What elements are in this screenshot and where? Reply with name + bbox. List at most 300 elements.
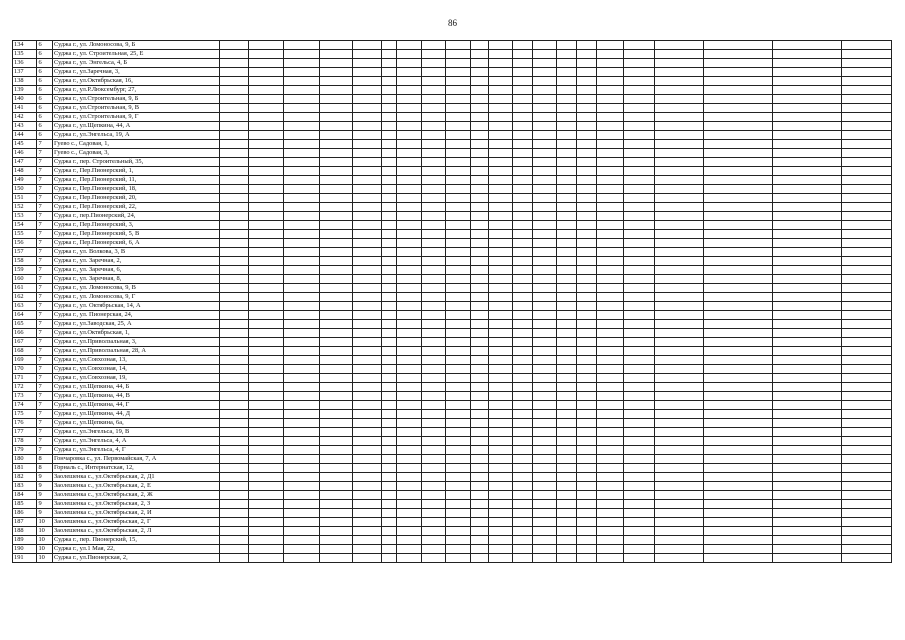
value-cell	[352, 491, 381, 500]
value-cell	[624, 383, 655, 392]
value-cell	[655, 266, 704, 275]
value-cell	[557, 95, 577, 104]
value-cell	[577, 293, 597, 302]
value-cell	[557, 446, 577, 455]
value-cell	[557, 221, 577, 230]
table-row	[13, 266, 892, 275]
value-cell	[248, 509, 284, 518]
value-cell	[421, 527, 445, 536]
value-cell	[248, 311, 284, 320]
value-cell	[532, 50, 556, 59]
address-cell: Суджа г., ул. Заречная, 2,	[52, 257, 219, 266]
address-cell: Суджа г., ул. Ломоносова, 9, Б	[52, 41, 219, 50]
value-cell	[597, 329, 624, 338]
value-cell	[512, 113, 532, 122]
value-cell	[319, 59, 352, 68]
value-cell	[421, 455, 445, 464]
value-cell	[352, 104, 381, 113]
value-cell	[577, 95, 597, 104]
value-cell	[219, 50, 248, 59]
value-cell	[577, 212, 597, 221]
value-cell	[352, 176, 381, 185]
table-row	[13, 149, 892, 158]
value-cell	[381, 347, 397, 356]
value-cell	[446, 437, 470, 446]
value-cell	[532, 383, 556, 392]
value-cell	[284, 68, 320, 77]
value-cell	[248, 347, 284, 356]
address-cell: Суджа г., Пер.Пионерский, 11,	[52, 176, 219, 185]
address-cell: Суджа г., Пер.Пионерский, 20,	[52, 194, 219, 203]
value-cell	[488, 140, 512, 149]
value-cell	[624, 320, 655, 329]
value-cell	[381, 77, 397, 86]
value-cell	[352, 248, 381, 257]
district-cell: 9	[37, 482, 53, 491]
value-cell	[704, 320, 773, 329]
value-cell	[624, 104, 655, 113]
value-cell	[421, 275, 445, 284]
table-row	[13, 491, 892, 500]
value-cell	[624, 86, 655, 95]
value-cell	[284, 401, 320, 410]
value-cell	[219, 176, 248, 185]
value-cell	[284, 545, 320, 554]
value-cell	[597, 554, 624, 563]
value-cell	[421, 50, 445, 59]
value-cell	[352, 257, 381, 266]
value-cell	[470, 545, 488, 554]
value-cell	[219, 122, 248, 131]
row-number-cell: 173	[13, 392, 37, 401]
district-cell: 6	[37, 59, 53, 68]
value-cell	[219, 113, 248, 122]
value-cell	[841, 140, 891, 149]
value-cell	[381, 365, 397, 374]
value-cell	[772, 536, 841, 545]
value-cell	[557, 383, 577, 392]
value-cell	[577, 221, 597, 230]
value-cell	[397, 221, 421, 230]
value-cell	[841, 428, 891, 437]
value-cell	[488, 527, 512, 536]
value-cell	[772, 221, 841, 230]
value-cell	[284, 221, 320, 230]
value-cell	[219, 446, 248, 455]
value-cell	[381, 239, 397, 248]
value-cell	[704, 68, 773, 77]
value-cell	[352, 68, 381, 77]
table-row	[13, 284, 892, 293]
value-cell	[841, 68, 891, 77]
value-cell	[655, 212, 704, 221]
value-cell	[532, 86, 556, 95]
value-cell	[532, 365, 556, 374]
value-cell	[577, 455, 597, 464]
value-cell	[421, 518, 445, 527]
value-cell	[557, 428, 577, 437]
district-cell: 10	[37, 545, 53, 554]
value-cell	[532, 311, 556, 320]
value-cell	[488, 302, 512, 311]
value-cell	[248, 41, 284, 50]
value-cell	[446, 104, 470, 113]
value-cell	[488, 509, 512, 518]
value-cell	[577, 320, 597, 329]
value-cell	[446, 122, 470, 131]
value-cell	[219, 554, 248, 563]
value-cell	[219, 464, 248, 473]
value-cell	[512, 554, 532, 563]
value-cell	[284, 446, 320, 455]
value-cell	[772, 86, 841, 95]
value-cell	[248, 410, 284, 419]
value-cell	[557, 68, 577, 77]
value-cell	[655, 59, 704, 68]
value-cell	[319, 293, 352, 302]
row-number-cell: 181	[13, 464, 37, 473]
value-cell	[772, 248, 841, 257]
value-cell	[319, 176, 352, 185]
value-cell	[532, 122, 556, 131]
value-cell	[624, 266, 655, 275]
value-cell	[421, 185, 445, 194]
address-cell: Суджа г., ул.Энгельса, 19, В	[52, 428, 219, 437]
value-cell	[488, 239, 512, 248]
value-cell	[772, 464, 841, 473]
value-cell	[381, 176, 397, 185]
value-cell	[219, 428, 248, 437]
value-cell	[841, 374, 891, 383]
value-cell	[577, 509, 597, 518]
value-cell	[772, 176, 841, 185]
value-cell	[470, 203, 488, 212]
value-cell	[397, 374, 421, 383]
value-cell	[557, 203, 577, 212]
value-cell	[532, 131, 556, 140]
district-cell: 7	[37, 248, 53, 257]
value-cell	[655, 293, 704, 302]
table-row	[13, 302, 892, 311]
value-cell	[597, 383, 624, 392]
value-cell	[841, 122, 891, 131]
address-cell: Суджа г., ул.Приволзальная, 28, А	[52, 347, 219, 356]
value-cell	[446, 509, 470, 518]
value-cell	[446, 77, 470, 86]
value-cell	[557, 419, 577, 428]
value-cell	[284, 383, 320, 392]
value-cell	[597, 104, 624, 113]
address-register-table	[12, 40, 892, 563]
value-cell	[512, 95, 532, 104]
value-cell	[446, 86, 470, 95]
value-cell	[655, 482, 704, 491]
value-cell	[352, 194, 381, 203]
value-cell	[577, 356, 597, 365]
value-cell	[488, 518, 512, 527]
value-cell	[655, 464, 704, 473]
value-cell	[470, 527, 488, 536]
value-cell	[557, 185, 577, 194]
district-cell: 7	[37, 428, 53, 437]
row-number-cell: 162	[13, 293, 37, 302]
row-number-cell: 176	[13, 419, 37, 428]
value-cell	[470, 212, 488, 221]
value-cell	[470, 338, 488, 347]
value-cell	[284, 320, 320, 329]
value-cell	[577, 176, 597, 185]
value-cell	[841, 527, 891, 536]
value-cell	[488, 500, 512, 509]
value-cell	[624, 392, 655, 401]
value-cell	[772, 50, 841, 59]
value-cell	[488, 419, 512, 428]
value-cell	[319, 131, 352, 140]
address-cell: Суджа г., ул.Щепкина, 44, Г	[52, 401, 219, 410]
value-cell	[284, 167, 320, 176]
value-cell	[597, 428, 624, 437]
value-cell	[577, 437, 597, 446]
value-cell	[219, 401, 248, 410]
value-cell	[597, 545, 624, 554]
value-cell	[319, 239, 352, 248]
address-cell: Суджа г., Пер.Пионерский, 18,	[52, 185, 219, 194]
value-cell	[352, 536, 381, 545]
value-cell	[704, 374, 773, 383]
value-cell	[381, 491, 397, 500]
value-cell	[557, 464, 577, 473]
value-cell	[319, 203, 352, 212]
value-cell	[704, 500, 773, 509]
value-cell	[219, 482, 248, 491]
value-cell	[577, 374, 597, 383]
address-cell: Суджа г., ул.Р.Люксембург, 27,	[52, 86, 219, 95]
value-cell	[421, 545, 445, 554]
district-cell: 7	[37, 374, 53, 383]
value-cell	[557, 158, 577, 167]
value-cell	[381, 122, 397, 131]
value-cell	[219, 86, 248, 95]
table-row	[13, 185, 892, 194]
value-cell	[446, 518, 470, 527]
value-cell	[488, 158, 512, 167]
row-number-cell: 172	[13, 383, 37, 392]
value-cell	[841, 221, 891, 230]
value-cell	[704, 212, 773, 221]
value-cell	[488, 320, 512, 329]
value-cell	[577, 50, 597, 59]
value-cell	[577, 329, 597, 338]
value-cell	[624, 419, 655, 428]
value-cell	[470, 365, 488, 374]
value-cell	[446, 41, 470, 50]
value-cell	[704, 122, 773, 131]
value-cell	[488, 536, 512, 545]
value-cell	[704, 464, 773, 473]
value-cell	[219, 329, 248, 338]
value-cell	[397, 257, 421, 266]
value-cell	[488, 59, 512, 68]
district-cell: 7	[37, 383, 53, 392]
row-number-cell: 159	[13, 266, 37, 275]
value-cell	[219, 275, 248, 284]
value-cell	[319, 185, 352, 194]
value-cell	[470, 113, 488, 122]
value-cell	[248, 464, 284, 473]
value-cell	[704, 455, 773, 464]
value-cell	[488, 221, 512, 230]
value-cell	[421, 221, 445, 230]
value-cell	[655, 347, 704, 356]
value-cell	[488, 401, 512, 410]
value-cell	[284, 257, 320, 266]
district-cell: 7	[37, 212, 53, 221]
value-cell	[248, 248, 284, 257]
value-cell	[470, 536, 488, 545]
value-cell	[624, 149, 655, 158]
value-cell	[470, 41, 488, 50]
value-cell	[655, 113, 704, 122]
table-row	[13, 77, 892, 86]
value-cell	[488, 347, 512, 356]
table-row	[13, 95, 892, 104]
value-cell	[772, 212, 841, 221]
value-cell	[624, 374, 655, 383]
table-row	[13, 248, 892, 257]
value-cell	[284, 140, 320, 149]
value-cell	[655, 536, 704, 545]
value-cell	[577, 257, 597, 266]
value-cell	[397, 419, 421, 428]
value-cell	[532, 401, 556, 410]
value-cell	[446, 212, 470, 221]
value-cell	[512, 401, 532, 410]
value-cell	[532, 167, 556, 176]
value-cell	[446, 473, 470, 482]
value-cell	[655, 248, 704, 257]
value-cell	[397, 302, 421, 311]
value-cell	[512, 365, 532, 374]
value-cell	[219, 68, 248, 77]
value-cell	[284, 149, 320, 158]
value-cell	[319, 428, 352, 437]
address-cell: Заолешенка с., ул.Октябрьская, 2, Ж	[52, 491, 219, 500]
row-number-cell: 169	[13, 356, 37, 365]
value-cell	[421, 473, 445, 482]
value-cell	[488, 293, 512, 302]
row-number-cell: 149	[13, 176, 37, 185]
row-number-cell: 189	[13, 536, 37, 545]
value-cell	[397, 518, 421, 527]
value-cell	[488, 50, 512, 59]
value-cell	[532, 392, 556, 401]
value-cell	[421, 284, 445, 293]
value-cell	[219, 374, 248, 383]
value-cell	[772, 59, 841, 68]
value-cell	[577, 554, 597, 563]
value-cell	[624, 410, 655, 419]
value-cell	[421, 266, 445, 275]
table-row	[13, 158, 892, 167]
value-cell	[352, 473, 381, 482]
value-cell	[421, 482, 445, 491]
value-cell	[841, 455, 891, 464]
district-cell: 7	[37, 329, 53, 338]
value-cell	[446, 527, 470, 536]
value-cell	[248, 383, 284, 392]
value-cell	[532, 266, 556, 275]
value-cell	[470, 446, 488, 455]
value-cell	[319, 194, 352, 203]
value-cell	[655, 374, 704, 383]
row-number-cell: 135	[13, 50, 37, 59]
value-cell	[488, 482, 512, 491]
value-cell	[597, 86, 624, 95]
value-cell	[381, 284, 397, 293]
value-cell	[352, 356, 381, 365]
value-cell	[397, 113, 421, 122]
value-cell	[841, 149, 891, 158]
value-cell	[655, 284, 704, 293]
address-cell: Заолешенка с., ул.Октябрьская, 2, З	[52, 500, 219, 509]
row-number-cell: 182	[13, 473, 37, 482]
value-cell	[352, 293, 381, 302]
value-cell	[470, 482, 488, 491]
value-cell	[352, 221, 381, 230]
address-cell: Суджа г., Пер.Пионерский, 5, В	[52, 230, 219, 239]
district-cell: 9	[37, 500, 53, 509]
value-cell	[772, 302, 841, 311]
value-cell	[772, 500, 841, 509]
value-cell	[557, 86, 577, 95]
value-cell	[597, 230, 624, 239]
value-cell	[772, 419, 841, 428]
table-row	[13, 329, 892, 338]
value-cell	[624, 401, 655, 410]
value-cell	[624, 68, 655, 77]
value-cell	[704, 473, 773, 482]
address-cell: Суджа г., ул.Щепкина, 44, В	[52, 392, 219, 401]
value-cell	[512, 410, 532, 419]
row-number-cell: 186	[13, 509, 37, 518]
value-cell	[597, 464, 624, 473]
value-cell	[219, 230, 248, 239]
value-cell	[624, 113, 655, 122]
value-cell	[470, 419, 488, 428]
value-cell	[704, 41, 773, 50]
value-cell	[512, 68, 532, 77]
address-cell: Суджа г., пер.Пионерский, 24,	[52, 212, 219, 221]
value-cell	[397, 320, 421, 329]
value-cell	[446, 266, 470, 275]
value-cell	[655, 554, 704, 563]
value-cell	[421, 86, 445, 95]
value-cell	[532, 410, 556, 419]
row-number-cell: 183	[13, 482, 37, 491]
value-cell	[446, 374, 470, 383]
value-cell	[352, 347, 381, 356]
value-cell	[532, 95, 556, 104]
value-cell	[655, 95, 704, 104]
district-cell: 7	[37, 257, 53, 266]
value-cell	[319, 275, 352, 284]
value-cell	[704, 167, 773, 176]
value-cell	[284, 77, 320, 86]
district-cell: 6	[37, 122, 53, 131]
table-row	[13, 311, 892, 320]
value-cell	[577, 266, 597, 275]
value-cell	[446, 365, 470, 374]
